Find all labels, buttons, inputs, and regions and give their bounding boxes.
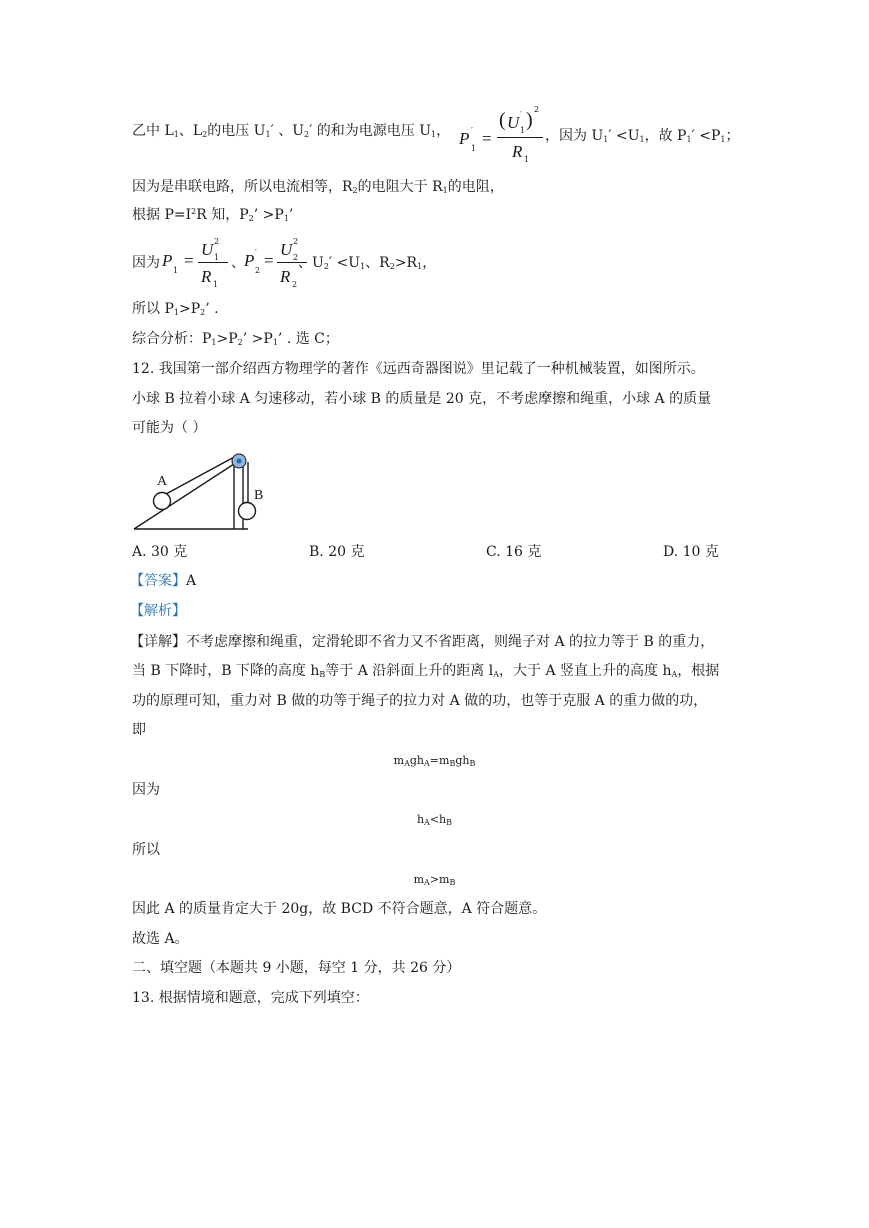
subscript: 1 — [173, 130, 179, 139]
text: R 知，P — [196, 207, 249, 223]
label-a: A — [157, 474, 168, 489]
formula-equals: = — [264, 251, 274, 270]
text: 所以 P — [132, 301, 174, 317]
formula-symbol: U — [201, 240, 214, 259]
text: 当 B 下降时，B 下降的高度 h — [132, 663, 320, 679]
fraction-numerator: ( U 1 ′ ) 2 — [497, 107, 543, 138]
formula-symbol: P — [162, 251, 173, 270]
text: 综合分析：P — [132, 331, 212, 347]
text: >P — [216, 331, 238, 347]
text-line-summary — [132, 329, 339, 349]
text: 等于 A 沿斜面上升的距离 l — [325, 663, 494, 679]
text: ’ >P — [242, 331, 273, 347]
text: ′ 、U — [270, 123, 305, 139]
formula-symbol: P — [459, 129, 470, 148]
text: 、R — [365, 255, 390, 271]
text: ’ . — [205, 301, 219, 317]
subscript: B — [449, 759, 456, 768]
question-12-line-1: 12. 我国第一部介绍西方物理学的著作《远西奇器图说》里记载了一种机械装置，如图所示。 — [132, 361, 705, 377]
subscript: 2 — [200, 308, 206, 317]
option-c[interactable]: C. 16 克 — [486, 544, 542, 560]
analysis-bracket-close: 】 — [172, 603, 186, 619]
option-d[interactable]: D. 10 克 — [663, 544, 719, 560]
subscript: 1 — [639, 135, 645, 144]
fraction — [198, 236, 228, 289]
text: 不考虑摩擦和绳重，定滑轮即不省力又不省距离，则绳子对 A 的拉力等于 B 的重力， — [186, 634, 715, 650]
equation-work — [0, 752, 869, 770]
detail-line-2 — [132, 661, 719, 681]
choice-line: 故选 A。 — [132, 931, 189, 947]
text: ′ 的和为电源电压 U — [309, 123, 431, 139]
text-line-voltage-tail — [545, 126, 739, 146]
subscript: 1 — [173, 308, 179, 317]
text: ， — [422, 255, 437, 271]
formula-p2-prime: P 2 ′ = U 2 2 R 2 — [244, 236, 344, 290]
text: <h — [429, 813, 447, 826]
text: ，因为 U — [545, 128, 604, 144]
fraction-denominator: R 1 — [201, 267, 219, 289]
subscript: 1 — [360, 262, 366, 271]
subscript: B — [469, 759, 476, 768]
rope-segment-a — [166, 456, 236, 494]
text: 的电压 U — [207, 123, 266, 139]
subscript: 2 — [352, 186, 358, 195]
subscript: 2 — [248, 214, 254, 223]
detail-line-3: 功的原理可知，重力对 B 做的功等于绳子的拉力对 A 做的功，也等于克服 A 的重力做的功， — [132, 693, 708, 709]
formula-symbol: R — [512, 142, 523, 161]
text: ’ — [288, 207, 294, 223]
text-line-power-law — [132, 205, 293, 225]
text: 根据 P=I — [132, 207, 192, 223]
text: 因为是串联电路，所以电流相等，R — [132, 179, 353, 195]
label-b: B — [254, 488, 264, 503]
answer-bracket-open: 【 — [130, 573, 144, 589]
pulley-axle-icon — [237, 459, 242, 464]
fraction-denominator: R 1 — [512, 142, 530, 164]
text: 乙中 L — [132, 123, 174, 139]
text: ’ . 选 C； — [277, 331, 339, 347]
analysis-heading — [130, 601, 186, 621]
text: 的电阻， — [447, 179, 504, 195]
text-line-because — [132, 253, 160, 273]
text: ’ >P — [253, 207, 284, 223]
subscript: 2 — [323, 262, 329, 271]
paren-close: ) — [526, 109, 533, 131]
text: ，大于 A 竖直上升的高度 h — [499, 663, 672, 679]
detail-line-4: 即 — [132, 722, 146, 738]
formula-symbol: U — [507, 113, 520, 132]
subscript: A — [671, 670, 678, 679]
formula-symbol: P — [244, 251, 255, 270]
text: 的电阻大于 R — [357, 179, 443, 195]
ball-a — [154, 493, 171, 510]
question-12-line-2: 小球 B 拉着小球 A 匀速移动，若小球 B 的质量是 20 克，不考虑摩擦和绳重，小球 A 的质量 — [132, 391, 712, 407]
text: gh — [409, 754, 424, 767]
fraction-denominator: R 2 — [280, 267, 298, 289]
formula-symbol: R — [280, 267, 291, 286]
document-page: 乙中 $L_1$、$L_2$的电压 $U_1'$ 、$U_2'$ 的和为电源电压 $U_1$， P 1 ′ = ( U 1 ′ ) 2 R 1 ，因为 $U_1' <U_1$，故 $P_1' <P_1$； 因为是串联电路，所以电流相等，$R_2$的电阻大于 $R_1$的电阻， 根据 $P=I^2R$ 知，$P_2$’ $>P_1$’ 因为 P 1 = U 1 2 R 1 、 P 2 ′ = U 2 2 R 2 、$U_2' <U_1$、$R_2>R_1$， 所以 $P_1>P_2$’ . 综合分析：$P_1>P_2$’ $>P_1$’ . 选 C； 12. 我国第一部介绍西方物理学的著作《远西奇器图说》里记载了一种机械装置，如图所示。 小球 B 拉着小球 A 匀速移动，若小球 B 的质量是 20 克，不考虑摩擦和绳重，小球 A 的质量 可能为（ ） A B A. 30 克 B. 20 克 C. 16 克 D. 10 克 【答案】A 【解析】 【详解】不考虑摩擦和绳重，定滑轮即不省力又不省距离，则绳子对 A 的拉力等于 B 的重力， 当 B 下降时，B 下降的高度 $h_B$等于 A 沿斜面上升的距离 $l_A$，大于 A 竖直上升的高度 $h_A$，根据 功的原理可知，重力对 B 做的功等于绳子的拉力对 A 做的功，也等于克服 A 的重力做的功， 即 $m_Agh_A=m_Bgh_B$ 因为 $h_A<h_B$ 所以 $m_A>m_B$ 因此 A 的质量肯定大于 20g，故 BCD 不符合题意，A 符合题意。 故选 A。 二、填空题（本题共 9 小题，每空 1 分，共 26 分） 13. 根据情境和题意，完成下列填空： — [0, 0, 869, 1228]
fraction — [497, 107, 543, 162]
text-line-voltage-sum — [132, 121, 450, 141]
subscript: B — [449, 878, 456, 887]
text: ， — [436, 123, 451, 139]
answer-label: 答案 — [144, 573, 172, 589]
text: =m — [429, 754, 450, 767]
question-12-line-3: 可能为（ ） — [132, 420, 207, 436]
subscript: B — [446, 818, 453, 827]
because-line: 因为 — [132, 782, 160, 798]
fraction-numerator: U 2 2 — [277, 236, 307, 263]
subscript: 1 — [686, 135, 692, 144]
ball-b — [239, 503, 256, 520]
subscript: 1 — [442, 186, 448, 195]
equation-height — [0, 811, 869, 829]
text: m — [393, 754, 405, 767]
text: ，故 P — [644, 128, 687, 144]
text: 因为 — [132, 255, 160, 271]
subscript: A — [404, 759, 410, 768]
subscript: A — [424, 759, 430, 768]
text: >R — [394, 255, 418, 271]
subscript: A — [493, 670, 500, 679]
text-line-series — [132, 177, 504, 197]
subscript: A — [424, 818, 430, 827]
text: 、U — [298, 255, 324, 271]
text-line-therefore — [132, 299, 219, 319]
option-a[interactable]: A. 30 克 — [132, 544, 188, 560]
subscript: 1 — [265, 130, 271, 139]
subscript: 1 — [603, 135, 609, 144]
subscript: 1 — [272, 338, 278, 347]
text: h — [416, 813, 425, 826]
incline-pulley-figure — [130, 448, 262, 532]
detail-heading: 【详解】 — [130, 634, 186, 650]
text: ′ <U — [608, 128, 640, 144]
subscript: A — [424, 878, 430, 887]
conclusion-line: 因此 A 的质量肯定大于 20g，故 BCD 不符合题意，A 符合题意。 — [132, 901, 547, 917]
text: >P — [178, 301, 201, 317]
analysis-label: 解析 — [144, 603, 172, 619]
section-2-heading: 二、填空题（本题共 9 小题，每空 1 分，共 26 分） — [132, 960, 461, 976]
formula-equals: = — [482, 129, 492, 148]
text: ； — [725, 128, 740, 144]
formula-symbol: U — [280, 240, 293, 259]
paren-open: ( — [499, 109, 506, 131]
fraction-numerator: U 1 2 — [198, 236, 228, 263]
formula-equals: = — [184, 251, 194, 270]
text: ′ <P — [691, 128, 721, 144]
so-line: 所以 — [132, 842, 160, 858]
equation-mass — [0, 871, 869, 889]
superscript: 2 — [191, 207, 197, 216]
analysis-bracket-open: 【 — [130, 603, 144, 619]
text-separator — [231, 253, 245, 273]
text: >m — [429, 873, 450, 886]
answer-line — [130, 571, 196, 591]
text-line-because-tail — [298, 253, 436, 273]
question-13-heading: 13. 根据情境和题意，完成下列填空： — [132, 990, 369, 1006]
formula-symbol: R — [201, 267, 212, 286]
subscript: 2 — [237, 338, 243, 347]
text: gh — [455, 754, 470, 767]
answer-value: A — [186, 573, 197, 589]
option-b[interactable]: B. 20 克 — [309, 544, 365, 560]
text: 、 — [231, 255, 245, 271]
subscript: 1 — [720, 135, 726, 144]
text: m — [413, 873, 425, 886]
formula-p1: P 1 = U 1 2 R 1 — [162, 236, 262, 290]
subscript: B — [319, 670, 326, 679]
answer-bracket-close: 】 — [172, 573, 186, 589]
subscript: 2 — [304, 130, 310, 139]
text: 、L — [178, 123, 203, 139]
subscript: 1 — [283, 214, 289, 223]
subscript: 1 — [431, 130, 437, 139]
subscript: 1 — [417, 262, 423, 271]
detail-line-1 — [130, 632, 714, 652]
subscript: 2 — [389, 262, 395, 271]
text: ，根据 — [677, 663, 720, 679]
subscript: 1 — [211, 338, 217, 347]
subscript: 2 — [202, 130, 208, 139]
incline-surface — [134, 464, 234, 529]
text: ′ <U — [328, 255, 361, 271]
